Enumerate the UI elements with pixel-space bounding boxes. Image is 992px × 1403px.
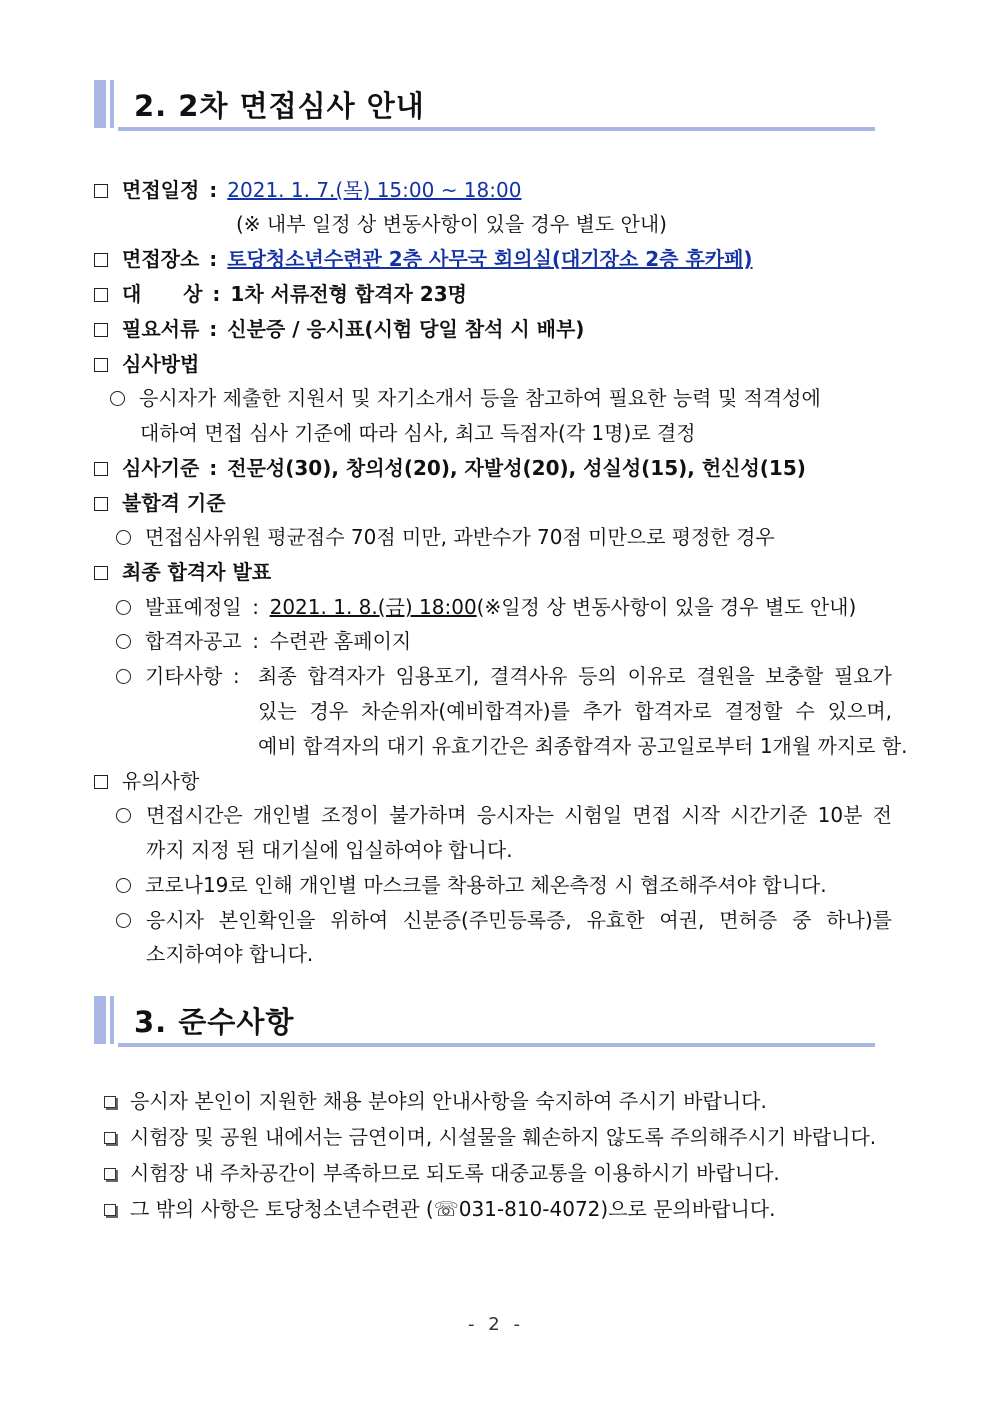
caution-1-line-1: 면접시간은 개인별 조정이 불가하며 응시자는 시험일 면접 시작 시간기준 10분 전: [146, 803, 892, 827]
notice-item: 합격자공고 : 수련관 홈페이지: [116, 627, 411, 655]
circle-bullet-icon: [116, 634, 131, 649]
target-label: 대 상: [122, 282, 203, 306]
square-bullet-icon: [104, 1096, 116, 1108]
etc-line-2: 있는 경우 차순위자(예비합격자)를 추가 합격자로 결정할 수 있으며,: [258, 699, 892, 723]
checkbox-icon: [94, 253, 108, 267]
etc-item: 기타사항 :: [116, 662, 250, 690]
method-line-2: 대하여 면접 심사 기준에 따라 심사, 최고 득점자(각 1명)로 결정: [140, 421, 696, 445]
fail-item: [116, 523, 775, 551]
caution-label: 유의사항: [122, 769, 200, 793]
fail-label: 불합격 기준: [122, 491, 226, 515]
header-accent-bar: [94, 80, 106, 128]
circle-bullet-icon: [116, 530, 131, 545]
docs-value: 신분증 / 응시표(시험 당일 참석 시 배부): [227, 317, 585, 341]
circle-bullet-icon: [116, 669, 131, 684]
caution-3-line-1: 응시자 본인확인을 위하여 신분증(주민등록증, 유효한 여권, 면허증 중 하나)를: [146, 908, 892, 932]
rule-item-3: [104, 1159, 780, 1187]
rule-text-2: 시험장 및 공원 내에서는 금연이며, 시설물을 훼손하지 않도록 주의해주시기 바랍니다.: [130, 1125, 877, 1149]
method-line-1: 응시자가 제출한 지원서 및 자기소개서 등을 참고하여 필요한 능력 및 적격성에: [139, 386, 821, 410]
fail-text: 면접심사위원 평균점수 70점 미만, 과반수가 70점 미만으로 평정한 경우: [145, 525, 775, 549]
caution-3-line-2: 소지하여야 합니다.: [146, 942, 314, 966]
circle-bullet-icon: [116, 913, 131, 928]
place-row: 면접장소 : 토당청소년수련관 2층 사무국 회의실(대기장소 2층 휴카페): [94, 245, 753, 273]
checkbox-icon: [94, 358, 108, 372]
rule-text-4: 그 밖의 사항은 토당청소년수련관 (☏031-810-4072)으로 문의바랍니다.: [130, 1197, 776, 1221]
docs-row: 필요서류 : 신분증 / 응시표(시험 당일 참석 시 배부): [94, 315, 584, 343]
place-value: 토당청소년수련관 2층 사무국 회의실(대기장소 2층 휴카페): [227, 247, 753, 271]
etc-line-1-wrap: [258, 662, 892, 690]
schedule-label: 면접일정: [122, 178, 200, 202]
checkbox-icon: [94, 323, 108, 337]
schedule-row: 면접일정 : 2021. 1. 7.(목) 15:00 ~ 18:00: [94, 176, 521, 204]
caution-row: [94, 767, 199, 795]
square-bullet-icon: [104, 1168, 116, 1180]
method-row: [94, 350, 199, 378]
caution-2: 코로나19로 인해 개인별 마스크를 착용하고 체온측정 시 협조해주셔야 합니다.: [145, 873, 827, 897]
header-accent-bar-thin: [110, 80, 114, 128]
header-accent-bar-thin: [110, 996, 114, 1044]
criteria-label: 심사기준: [122, 456, 200, 480]
header-underline: [118, 1043, 875, 1047]
square-bullet-icon: [104, 1132, 116, 1144]
etc-line-1: 최종 합격자가 임용포기, 결격사유 등의 이유로 결원을 보충할 필요가: [258, 664, 892, 688]
criteria-value: 전문성(30), 창의성(20), 자발성(20), 성실성(15), 헌신성(15): [227, 456, 806, 480]
method-label: 심사방법: [122, 352, 200, 376]
rule-item-2: [104, 1123, 876, 1151]
rule-item-1: [104, 1087, 767, 1115]
etc-label: 기타사항: [145, 664, 223, 688]
announce-label: 발표예정일: [145, 595, 242, 619]
notice-label: 합격자공고: [145, 629, 242, 653]
docs-label: 필요서류: [122, 317, 200, 341]
caution-item-2: [116, 871, 827, 899]
etc-line-3-wrap: [258, 732, 908, 760]
checkbox-icon: [94, 288, 108, 302]
rule-item-4: [104, 1195, 775, 1223]
section-2-title: 2. 2차 면접심사 안내: [134, 89, 425, 123]
announce-note: (※일정 상 변동사항이 있을 경우 별도 안내): [476, 595, 857, 619]
place-label: 면접장소: [122, 247, 200, 271]
circle-bullet-icon: [116, 808, 131, 823]
fail-row: [94, 489, 226, 517]
caution-item-3: [116, 906, 892, 934]
schedule-value: 2021. 1. 7.(목) 15:00 ~ 18:00: [227, 178, 522, 202]
etc-line-2-wrap: [258, 697, 892, 725]
schedule-note: (※ 내부 일정 상 변동사항이 있을 경우 별도 안내): [236, 212, 667, 236]
method-item: [110, 384, 821, 412]
rule-text-3: 시험장 내 주차공간이 부족하므로 되도록 대중교통을 이용하시기 바랍니다.: [130, 1161, 780, 1185]
header-accent-bar: [94, 996, 106, 1044]
caution-item-1: [116, 801, 892, 829]
announce-item: 발표예정일 : 2021. 1. 8.(금) 18:00(※일정 상 변동사항이 있을 경우 별도 안내): [116, 593, 856, 621]
circle-bullet-icon: [110, 391, 125, 406]
target-row: 대 상 : 1차 서류전형 합격자 23명: [94, 280, 467, 308]
section-3-title: 3. 준수사항: [134, 1005, 295, 1039]
checkbox-icon: [94, 462, 108, 476]
section-2-header: [94, 80, 875, 132]
checkbox-icon: [94, 184, 108, 198]
square-bullet-icon: [104, 1204, 116, 1216]
final-label: 최종 합격자 발표: [122, 560, 272, 584]
final-row: [94, 558, 271, 586]
circle-bullet-icon: [116, 878, 131, 893]
header-underline: [118, 127, 875, 131]
checkbox-icon: [94, 775, 108, 789]
target-value: 1차 서류전형 합격자 23명: [230, 282, 467, 306]
checkbox-icon: [94, 497, 108, 511]
announce-value: 2021. 1. 8.(금) 18:00: [269, 595, 477, 619]
etc-line-3: 예비 합격자의 대기 유효기간은 최종합격자 공고일로부터 1개월 까지로 함.: [258, 734, 908, 758]
checkbox-icon: [94, 566, 108, 580]
section-3-header: [94, 996, 875, 1048]
caution-1-line-2: 까지 지정 된 대기실에 입실하여야 합니다.: [146, 838, 513, 862]
criteria-row: 심사기준 : 전문성(30), 창의성(20), 자발성(20), 성실성(15), 헌신성(15): [94, 454, 806, 482]
rule-text-1: 응시자 본인이 지원한 채용 분야의 안내사항을 숙지하여 주시기 바랍니다.: [130, 1089, 767, 1113]
page-number: - 2 -: [468, 1314, 524, 1335]
circle-bullet-icon: [116, 600, 131, 615]
notice-value: 수련관 홈페이지: [269, 629, 412, 653]
